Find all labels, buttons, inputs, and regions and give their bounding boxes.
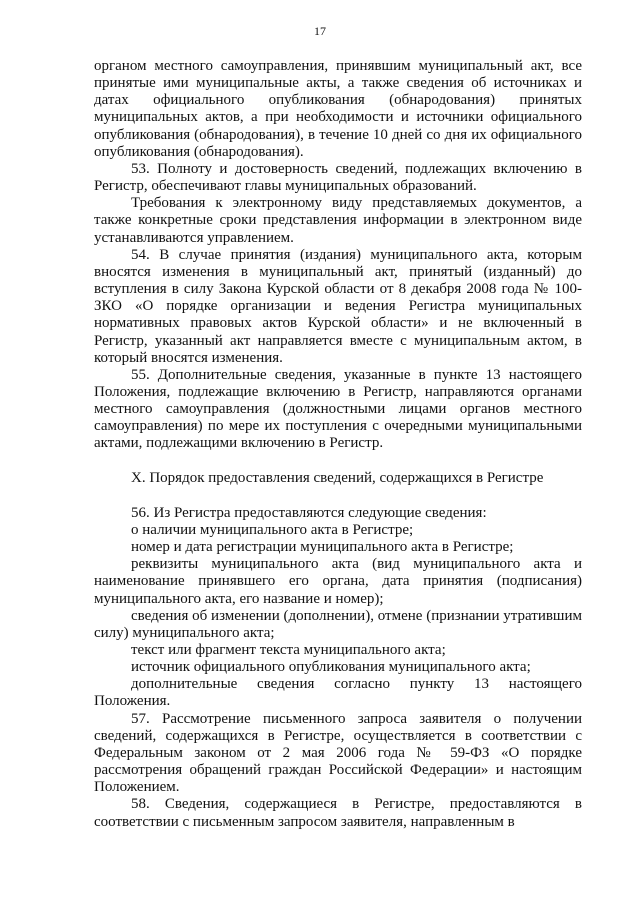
list-item: текст или фрагмент текста муниципального акта; [131,642,446,658]
paragraph-55: 55. Дополнительные сведения, указанные в пункте 13 настоящего Положения, подлежащие включению в Регистр, направляются органами местного самоуправления (должностными лицами органов местного самоуправления) по мере их поступления с очередными муниципальными актами, подлежащими включению в Регистр. [94,366,582,452]
document-body [94,58,582,831]
paragraph-56: 56. Из Регистра предоставляются следующие сведения: [131,504,487,521]
paragraph-57: 57. Рассмотрение письменного запроса заявителя о получении сведений, содержащихся в Регистре, осуществляется в соответствии с Федеральным законом от 2 мая 2006 года № 59-ФЗ «О порядке рассмотрения обращений граждан Российской Федерации» и настоящим Положением. [94,710,582,796]
list-item: о наличии муниципального акта в Регистре; [131,521,414,538]
page-number: 17 [314,24,326,38]
list-item: сведения об изменении (дополнении), отмене (признании утратившим силу) муниципального акта; [94,607,582,641]
paragraph-continued: органом местного самоуправления, принявшим муниципальный акт, все принятые ими муниципальные акты, а также сведения об источниках и датах официального опубликования (обнародования) принятых муниципальных актов, а при необходимости и источники официального опубликования (обнародования), в течение 10 дней со дня их официального опубликования (обнародования). [94,58,582,160]
list-item: источник официального опубликования муниципального акта; [131,659,531,676]
paragraph-electronic-requirements: Требования к электронному виду представляемых документов, а также конкретные сроки представления информации в электронном виде устанавливаются управлением. [94,195,582,246]
section-heading: X. Порядок предоставления сведений, содержащихся в Регистре [131,469,544,486]
paragraph-58: 58. Сведения, содержащиеся в Регистре, предоставляются в соответствии с письменным запросом заявителя, направленным в [94,796,582,830]
paragraph-53: 53. Полноту и достоверность сведений, подлежащих включению в Регистр, обеспечивают главы муниципальных образований. [94,160,582,195]
list-item: реквизиты муниципального акта (вид муниципального акта и наименование принявшего его органа, дата принятия (подписания) муниципального акта, его название и номер); [94,556,582,607]
list-item: дополнительные сведения согласно пункту 13 настоящего Положения. [94,676,582,710]
list-item: номер и дата регистрации муниципального акта в Регистре; [131,539,514,556]
paragraph-54: 54. В случае принятия (издания) муниципального акта, которым вносятся изменения в муниципальный акт, принятый (изданный) до вступления в силу Закона Курской области от 8 декабря 2008 года № 100-ЗКО «О порядке организации и ведения Регистра муниципальных нормативных правовых актов Курской области» и не включенный в Регистр, указанный акт направляется вместе с муниципальным актом, в который вносятся изменения. [94,246,582,366]
